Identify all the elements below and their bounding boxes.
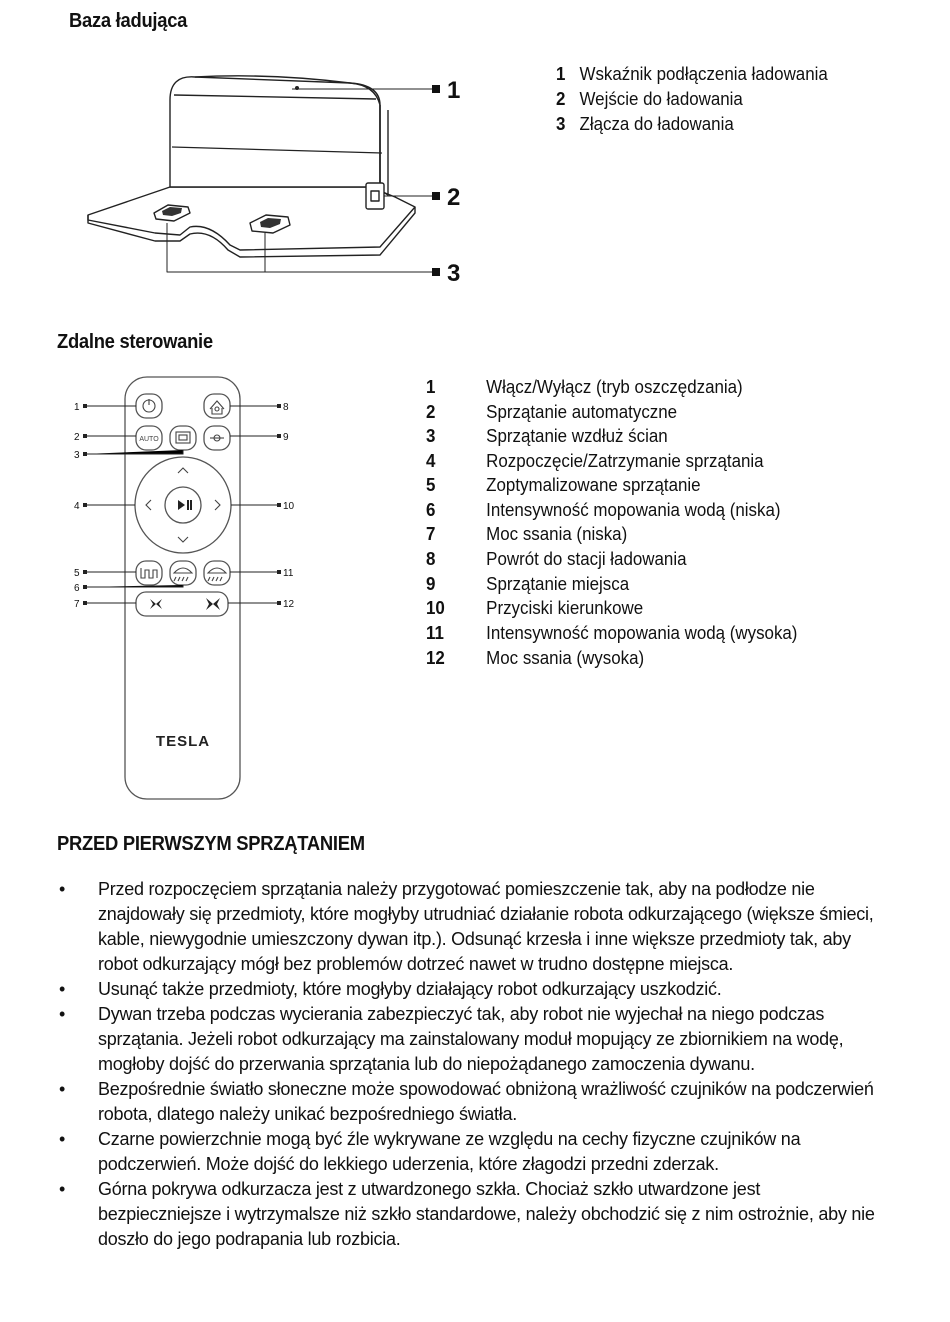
- remote-legend-row: 2 Sprzątanie automatyczne: [426, 402, 678, 422]
- remote-callout-7: 7: [74, 599, 80, 610]
- base-callout-1: 1: [447, 77, 461, 104]
- remote-legend-row: 9 Sprzątanie miejsca: [426, 574, 630, 594]
- base-legend-row: 2 Wejście do ładowania: [556, 89, 743, 109]
- list-item: • Przed rozpoczęciem sprzątania należy przygotować pomieszczenie tak, aby na podłodze nie znajdowały się przedmioty, które mogłyby utrudniać działanie robota odkurzającego (większe śmieci, kable, niewygodnie umieszczony dywan itp.). Odsunąć krzesła i inne większe przedmioty tak, aby robot odkurzający mógł bez problemów dotrzeć nawet w trudno dostępne miejsca.: [59, 879, 874, 974]
- charging-base-illustration: [70, 55, 490, 295]
- section-title-remote: Zdalne sterowanie: [57, 331, 213, 353]
- remote-legend-row: 4 Rozpoczęcie/Zatrzymanie sprzątania: [426, 451, 764, 471]
- list-item: • Górna pokrywa odkurzacza jest z utwardzonego szkła. Chociaż szkło utwardzone jest bezpieczniejsze i wytrzymalsze niż szkło standardowe, należy obchodzić się z nim ostrożnie, aby nie doszło do jego podrapania lub rozbicia.: [59, 1179, 875, 1249]
- remote-callout-3: 3: [74, 450, 80, 461]
- remote-callout-9: 9: [283, 432, 289, 443]
- remote-callout-12: 12: [283, 599, 295, 610]
- base-callout-2: 2: [447, 184, 461, 211]
- remote-control-illustration: [70, 372, 310, 807]
- remote-callout-2: 2: [74, 432, 80, 443]
- section-title-before-first: PRZED PIERWSZYM SPRZĄTANIEM: [57, 833, 365, 855]
- remote-callout-4: 4: [74, 501, 80, 512]
- remote-legend-row: 3 Sprzątanie wzdłuż ścian: [426, 426, 668, 446]
- remote-legend-row: 5 Zoptymalizowane sprzątanie: [426, 475, 701, 495]
- remote-callout-8: 8: [283, 402, 289, 413]
- remote-callout-6: 6: [74, 583, 80, 594]
- remote-callout-1: 1: [74, 402, 80, 413]
- base-callout-3: 3: [447, 260, 461, 287]
- section-title-base: Baza ładująca: [69, 10, 188, 32]
- tesla-logo: TESLA: [155, 733, 211, 750]
- remote-legend-row: 7 Moc ssania (niska): [426, 524, 628, 544]
- remote-callout-11: 11: [283, 568, 294, 579]
- remote-legend-row: 12 Moc ssania (wysoka): [426, 648, 645, 668]
- list-item: • Czarne powierzchnie mogą być źle wykrywane ze względu na cechy fizyczne czujników na podczerwień. Może dojść do lekkiego uderzenia, które złagodzi przedni zderzak.: [59, 1129, 801, 1174]
- list-item: • Dywan trzeba podczas wycierania zabezpieczyć tak, aby robot nie wyjechał na niego podczas sprzątania. Jeżeli robot odkurzający ma zainstalowany moduł mopujący ze zbiornikiem na wodę, mogłoby dojść do przerwania sprzątania lub do niepożądanego zamoczenia dywanu.: [59, 1004, 844, 1074]
- remote-legend-row: 8 Powrót do stacji ładowania: [426, 549, 687, 569]
- remote-callout-10: 10: [283, 501, 295, 512]
- base-legend-row: 3 Złącza do ładowania: [556, 114, 734, 134]
- preparation-list: [56, 877, 886, 1252]
- remote-legend-row: 6 Intensywność mopowania wodą (niska): [426, 500, 781, 520]
- remote-callout-5: 5: [74, 568, 80, 579]
- auto-label: AUTO: [139, 436, 159, 443]
- list-item: • Bezpośrednie światło słoneczne może spowodować obniżoną wrażliwość czujników na podczerwień robota, dlatego należy unikać bezpośredniego światła.: [59, 1079, 874, 1124]
- base-legend-row: 1 Wskaźnik podłączenia ładowania: [556, 64, 828, 84]
- remote-legend-row: 11 Intensywność mopowania wodą (wysoka): [426, 623, 798, 643]
- list-item: • Usunąć także przedmioty, które mogłyby działający robot odkurzający uszkodzić.: [59, 979, 722, 999]
- remote-legend-row: 10 Przyciski kierunkowe: [426, 598, 644, 618]
- remote-legend-row: 1 Włącz/Wyłącz (tryb oszczędzania): [426, 377, 743, 397]
